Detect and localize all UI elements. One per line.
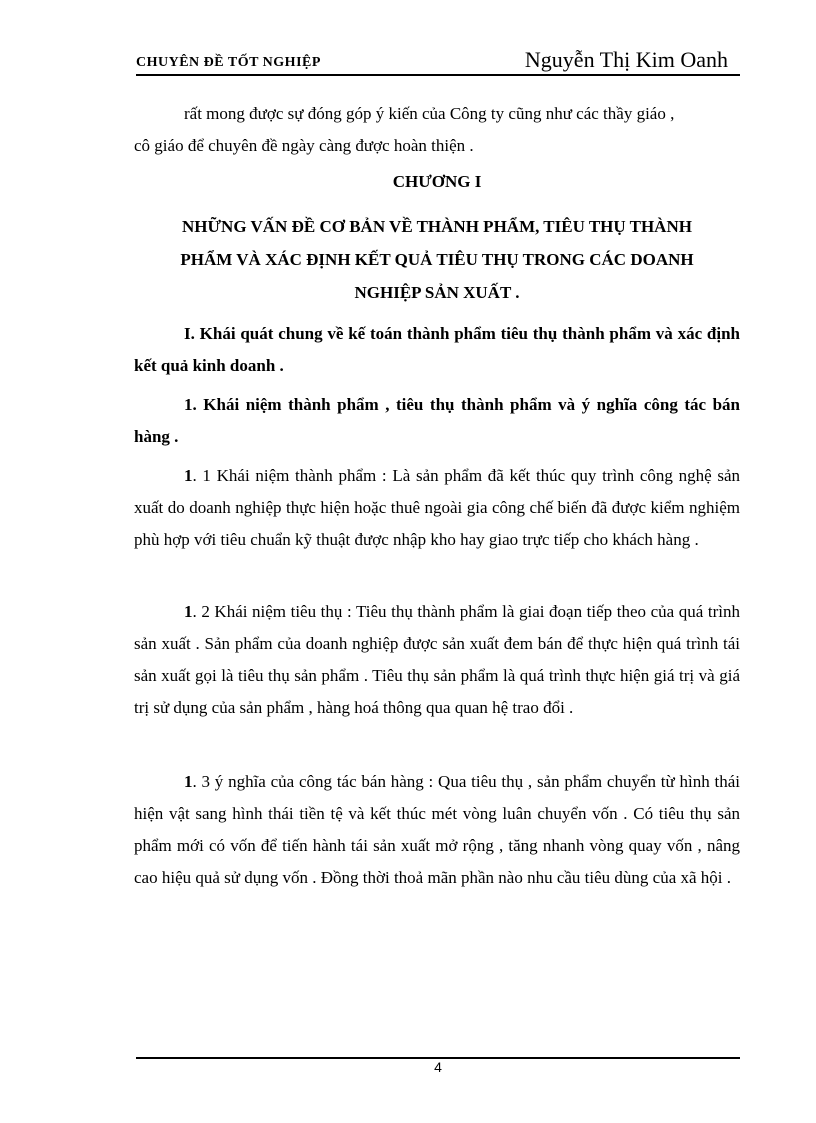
paragraph-1-1 xyxy=(134,460,740,556)
paragraph-1-2 xyxy=(134,596,740,724)
paragraph-1-1-number: 1 xyxy=(184,466,193,485)
chapter-title-line-1: NHỮNG VẤN ĐỀ CƠ BẢN VỀ THÀNH PHẨM, TIÊU THỤ THÀNH xyxy=(182,217,692,236)
header-title: CHUYÊN ĐỀ TỐT NGHIỆP xyxy=(136,55,321,70)
header-rule xyxy=(136,74,740,76)
subsection-heading: 1. Khái niệm thành phẩm , tiêu thụ thành phẩm và ý nghĩa công tác bán hàng . xyxy=(134,395,740,446)
intro-line-2: cô giáo để chuyên đề ngày càng được hoàn thiện . xyxy=(134,136,474,155)
paragraph-1-3 xyxy=(134,766,740,894)
page-number: 4 xyxy=(434,1059,442,1075)
paragraph-1-1-text: . 1 Khái niệm thành phẩm : Là sản phẩm đã kết thúc quy trình công nghệ sản xuất do doanh nghiệp thực hiện hoặc thuê ngoài gia công chế biến đã được kiểm nghiệm phù hợp với tiêu chuẩn kỹ thuật được nhập kho hay giao trực tiếp cho khách hàng . xyxy=(134,466,740,549)
paragraph-1-2-number: 1 xyxy=(184,602,193,621)
chapter-title-line-3: NGHIỆP SẢN XUẤT . xyxy=(354,283,520,302)
section-heading: I. Khái quát chung về kế toán thành phẩm tiêu thụ thành phẩm và xác định kết quả kinh doanh . xyxy=(134,324,740,375)
intro-paragraph xyxy=(134,98,740,162)
chapter-title xyxy=(134,210,740,309)
paragraph-1-3-number: 1 xyxy=(184,772,193,791)
paragraph-1-3-text: . 3 ý nghĩa của công tác bán hàng : Qua tiêu thụ , sản phẩm chuyển từ hình thái hiện vật sang hình thái tiền tệ và kết thúc mét vòng luân chuyển vốn . Có tiêu thụ sản phẩm mới có vốn để tiến hành tái sản xuất mở rộng , tăng nhanh vòng quay vốn , nâng cao hiệu quả sử dụng vốn . Đồng thời thoả mãn phần nào nhu cầu tiêu dùng của xã hội . xyxy=(134,772,740,887)
intro-line-1: rất mong được sự đóng góp ý kiến của Công ty cũng như các thầy giáo , xyxy=(184,104,675,123)
chapter-label: CHƯƠNG I xyxy=(392,172,482,191)
header-author: Nguyễn Thị Kim Oanh xyxy=(524,47,728,72)
paragraph-1-2-text: . 2 Khái niệm tiêu thụ : Tiêu thụ thành phẩm là giai đoạn tiếp theo của quá trình sản xuất . Sản phẩm của doanh nghiệp được sản xuất đem bán để thực hiện quá trình tái sản xuất gọi là tiêu thụ sản phẩm . Tiêu thụ sản phẩm là quá trình thực hiện giá trị và giá trị sử dụng của sản phẩm , hàng hoá thông qua quan hệ trao đổi . xyxy=(134,602,740,717)
chapter-title-line-2: PHẨM VÀ XÁC ĐỊNH KẾT QUẢ TIÊU THỤ TRONG CÁC DOANH xyxy=(180,250,694,269)
